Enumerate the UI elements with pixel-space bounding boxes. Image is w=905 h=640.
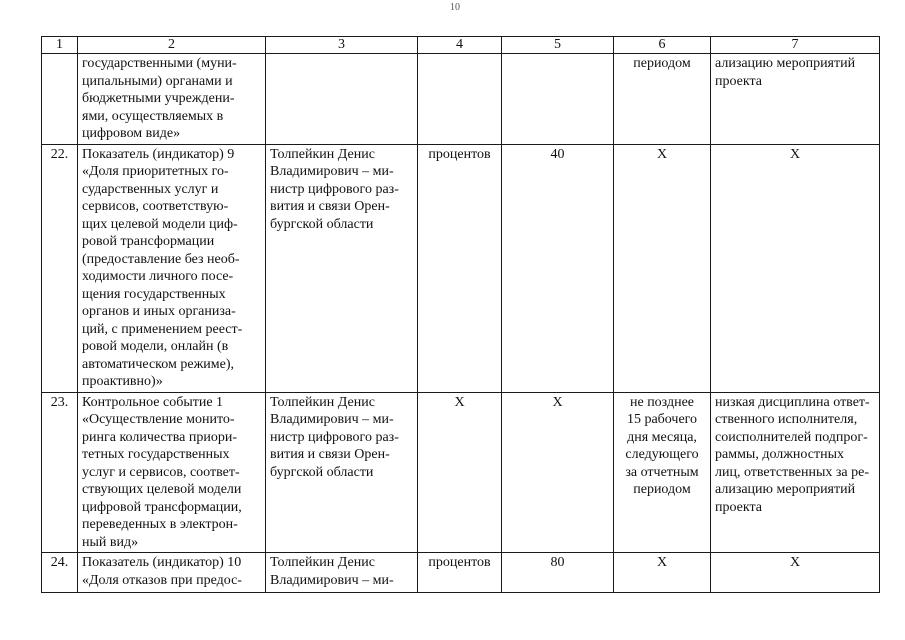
row-number: 23. [42, 392, 78, 553]
row-value: Х [502, 392, 614, 553]
row-number: 22. [42, 144, 78, 392]
row-value: 40 [502, 144, 614, 392]
row-unit [418, 54, 502, 145]
column-header: 2 [78, 37, 266, 54]
column-header: 1 [42, 37, 78, 54]
row-name: Показатель (индикатор) 10 «Доля отказов при предос- [78, 553, 266, 593]
row-name: Контрольное событие 1 «Осуществление монито- ринга количества приори- тетных государственных услуг и сервисов, соответ- ствующих целевой модели цифровой трансформации, переведенных в электрон- ный вид» [78, 392, 266, 553]
row-unit: процентов [418, 144, 502, 392]
row-number [42, 54, 78, 145]
row-responsible: Толпейкин Денис Владимирович – ми- нистр цифрового раз- вития и связи Орен- бургской области [266, 392, 418, 553]
table-row [42, 553, 880, 593]
row-deadline: не позднее 15 рабочего дня месяца, следующего за отчетным периодом [614, 392, 711, 553]
column-header: 5 [502, 37, 614, 54]
row-name: государственными (муни- ципальными) органами и бюджетными учреждени- ями, осуществляемых в цифровом виде» [78, 54, 266, 145]
column-header: 4 [418, 37, 502, 54]
row-responsible [266, 54, 418, 145]
row-value: 80 [502, 553, 614, 593]
row-risk: низкая дисциплина ответ- ственного исполнителя, соисполнителей подпрог- раммы, должностных лиц, ответственных за ре- ализацию мероприятий проекта [711, 392, 880, 553]
row-deadline: Х [614, 553, 711, 593]
row-name: Показатель (индикатор) 9 «Доля приоритетных го- сударственных услуг и сервисов, соответствую- щих целевой модели циф- ровой трансформации (предоставление без необ- ходимости личного посе- щения государственных органов и иных организа- ций, с применением реест- ровой модели, онлайн (в автоматическом режиме), проактивно)» [78, 144, 266, 392]
document-table [41, 36, 880, 593]
row-number: 24. [42, 553, 78, 593]
row-risk: Х [711, 553, 880, 593]
row-value [502, 54, 614, 145]
table-row [42, 54, 880, 145]
row-responsible: Толпейкин Денис Владимирович – ми- [266, 553, 418, 593]
row-responsible: Толпейкин Денис Владимирович – ми- нистр цифрового раз- вития и связи Орен- бургской области [266, 144, 418, 392]
column-header: 3 [266, 37, 418, 54]
row-risk: Х [711, 144, 880, 392]
table-header-row [42, 37, 880, 54]
row-deadline: Х [614, 144, 711, 392]
row-unit: Х [418, 392, 502, 553]
table-row [42, 392, 880, 553]
table-row [42, 144, 880, 392]
page-number: 10 [450, 2, 460, 13]
column-header: 6 [614, 37, 711, 54]
row-risk: ализацию мероприятий проекта [711, 54, 880, 145]
column-header: 7 [711, 37, 880, 54]
row-unit: процентов [418, 553, 502, 593]
row-deadline: периодом [614, 54, 711, 145]
